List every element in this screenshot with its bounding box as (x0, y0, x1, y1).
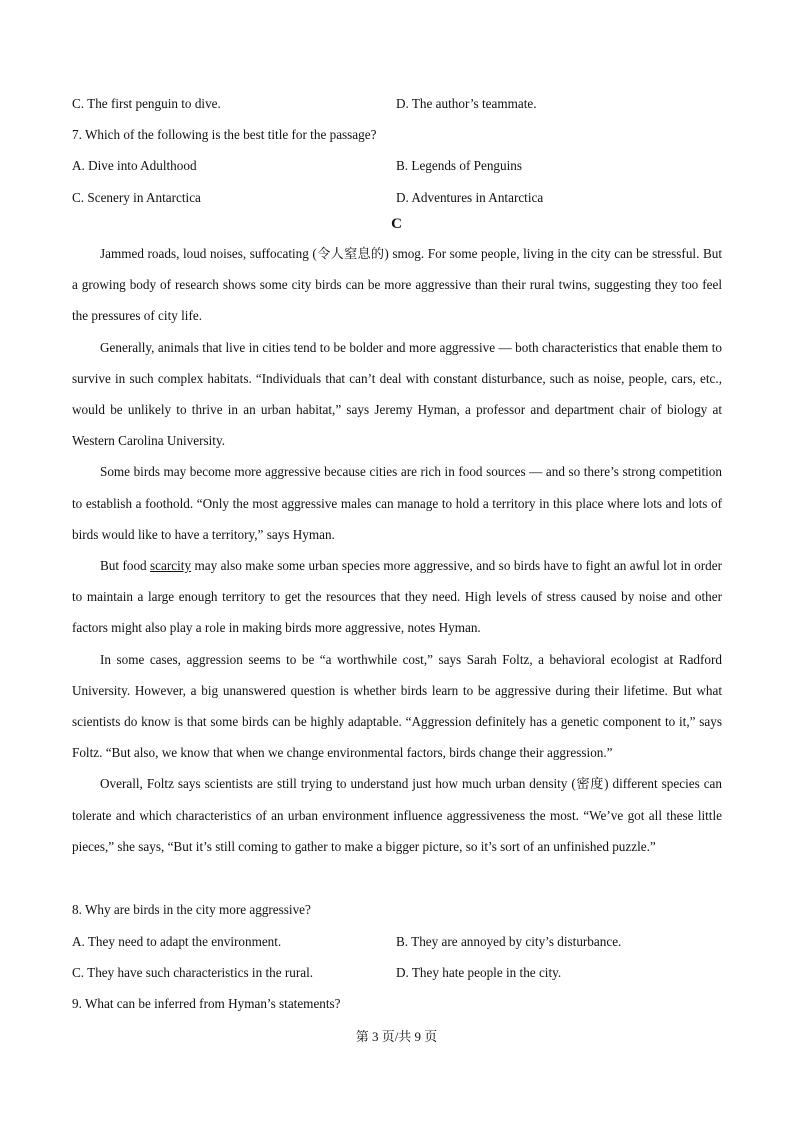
q7-option-b[interactable]: B. Legends of Penguins (396, 158, 523, 173)
q7-option-a[interactable]: A. Dive into Adulthood (72, 158, 197, 173)
passage (72, 238, 722, 862)
q9-question: 9. What can be inferred from Hyman’s statements? (72, 996, 341, 1011)
q8-question: 8. Why are birds in the city more aggressive? (72, 902, 311, 917)
paragraph-4-start: But food (100, 558, 151, 574)
paragraph-3: Some birds may become more aggressive because cities are rich in food sources — and so there’s strong competition to establish a foothold. “Only the most aggressive males can manage to hold a territory in this place where lots and lots of birds would like to have a territory,” says Hyman. (72, 464, 722, 542)
paragraph-5: In some cases, aggression seems to be “a worthwhile cost,” says Sarah Foltz, a behavioral ecologist at Radford University. However, a big unanswered question is whether birds learn to be aggressive during their lifetime. But what scientists do know is that some birds can be highly adaptable. “Aggression definitely has a genetic component to it,” says Foltz. “But also, we know that when we change environmental factors, birds change their aggression.” (72, 651, 722, 761)
q8-option-b[interactable]: B. They are annoyed by city’s disturbance. (396, 934, 622, 949)
q8-option-c[interactable]: C. They have such characteristics in the rural. (72, 965, 314, 980)
q6-option-c[interactable]: C. The first penguin to dive. (72, 96, 221, 111)
paragraph-1: Jammed roads, loud noises, suffocating (令人窒息的) smog. For some people, living in the city can be stressful. But a growing body of research shows some city birds can be more aggressive than their rural twins, suggesting they too feel the pressures of city life. (72, 246, 722, 324)
paragraph-2: Generally, animals that live in cities tend to be bolder and more aggressive — both characteristics that enable them to survive in such complex habitats. “Individuals that can’t deal with constant disturbance, such as noise, people, cars, etc., would be unlikely to thrive in an urban habitat,” says Jeremy Hyman, a professor and department chair of biology at Western Carolina University. (72, 339, 722, 449)
q7-question: 7. Which of the following is the best title for the passage? (72, 127, 377, 142)
page-footer: 第 3 页/共 9 页 (355, 1029, 438, 1044)
underlined-word: scarcity (150, 558, 192, 574)
paragraph-6: Overall, Foltz says scientists are still trying to understand just how much urban density (密度) different species can tolerate and which characteristics of an urban environment influence aggressiveness the most. “We’ve got all these little pieces,” she says, “But it’s still coming to gather to make a bigger picture, so it’s sort of an unfinished puzzle.” (72, 776, 722, 854)
q8-option-a[interactable]: A. They need to adapt the environment. (72, 934, 282, 949)
q7-option-c[interactable]: C. Scenery in Antarctica (72, 190, 201, 205)
paragraph-4 (72, 550, 722, 644)
q6-option-d[interactable]: D. The author’s teammate. (396, 96, 537, 111)
paragraph-4-rest: may also make some urban species more aggressive, and so birds have to fight an awful lot in order to maintain a large enough territory to get the resources that they need. High levels of stress caused by noise and other factors might also play a role in making birds more aggressive, notes Hyman. (72, 558, 722, 636)
section-heading: C (391, 216, 402, 232)
q8-option-d[interactable]: D. They hate people in the city. (396, 965, 562, 980)
q7-option-d[interactable]: D. Adventures in Antarctica (396, 190, 544, 205)
